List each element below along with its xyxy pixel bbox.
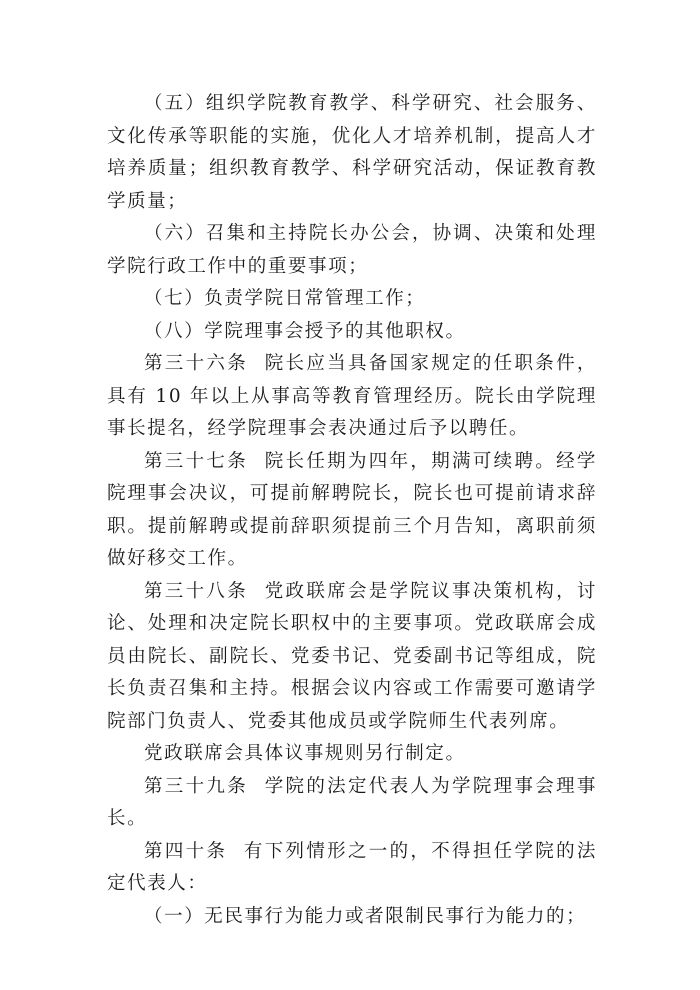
article-number: 第三十六条 bbox=[144, 353, 249, 374]
article-number: 第三十八条 bbox=[144, 580, 249, 602]
list-item-5 bbox=[107, 88, 597, 218]
list-item-1 bbox=[107, 901, 597, 934]
article-36 bbox=[107, 348, 597, 446]
list-item-7 bbox=[107, 283, 597, 316]
article-text: 学院的法定代表人为学院理事会理事长。 bbox=[107, 775, 597, 829]
article-38-rules bbox=[107, 738, 597, 771]
article-38 bbox=[107, 576, 597, 739]
article-text: 有下列情形之一的，不得担任学院的法定代表人： bbox=[107, 840, 598, 894]
article-40 bbox=[107, 836, 597, 901]
article-text: 院长应当具备国家规定的任职条件，具有 10 年以上从事高等教育管理经历。院长由学院理事长提名，经学院理事会表决通过后予以聘任。 bbox=[107, 353, 597, 439]
list-item-6 bbox=[107, 218, 597, 283]
list-item-8 bbox=[107, 316, 597, 349]
article-text: 党政联席会是学院议事决策机构，讨论、处理和决定院长职权中的主要事项。党政联席会成员由院长、副院长、党委书记、党委副书记等组成，院长负责召集和主持。根据会议内容或工作需要可邀请学院部门负责人、党委其他成员或学院师生代表列席。 bbox=[107, 580, 597, 732]
article-number: 第四十条 bbox=[144, 840, 228, 862]
paragraph-text: （六）召集和主持院长办公会，协调、决策和处理学院行政工作中的重要事项； bbox=[107, 223, 597, 277]
article-text: 院长任期为四年，期满可续聘。经学院理事会决议，可提前解聘院长，院长也可提前请求辞职。提前解聘或提前辞职须提前三个月告知，离职前须做好移交工作。 bbox=[107, 450, 597, 569]
article-number: 第三十九条 bbox=[144, 775, 249, 797]
paragraph-text: （一）无民事行为能力或者限制民事行为能力的； bbox=[144, 905, 587, 927]
paragraph-text: （五）组织学院教育教学、科学研究、社会服务、文化传承等职能的实施，优化人才培养机制，提高人才培养质量；组织教育教学、科学研究活动，保证教育教学质量； bbox=[107, 93, 597, 212]
paragraph-text: （七）负责学院日常管理工作； bbox=[144, 288, 426, 309]
article-39 bbox=[107, 771, 597, 836]
article-37 bbox=[107, 446, 597, 576]
paragraph-text: （八）学院理事会授予的其他职权。 bbox=[144, 320, 466, 342]
article-number: 第三十七条 bbox=[144, 450, 249, 472]
document-body bbox=[107, 88, 597, 933]
paragraph-text: 党政联席会具体议事规则另行制定。 bbox=[144, 743, 466, 764]
